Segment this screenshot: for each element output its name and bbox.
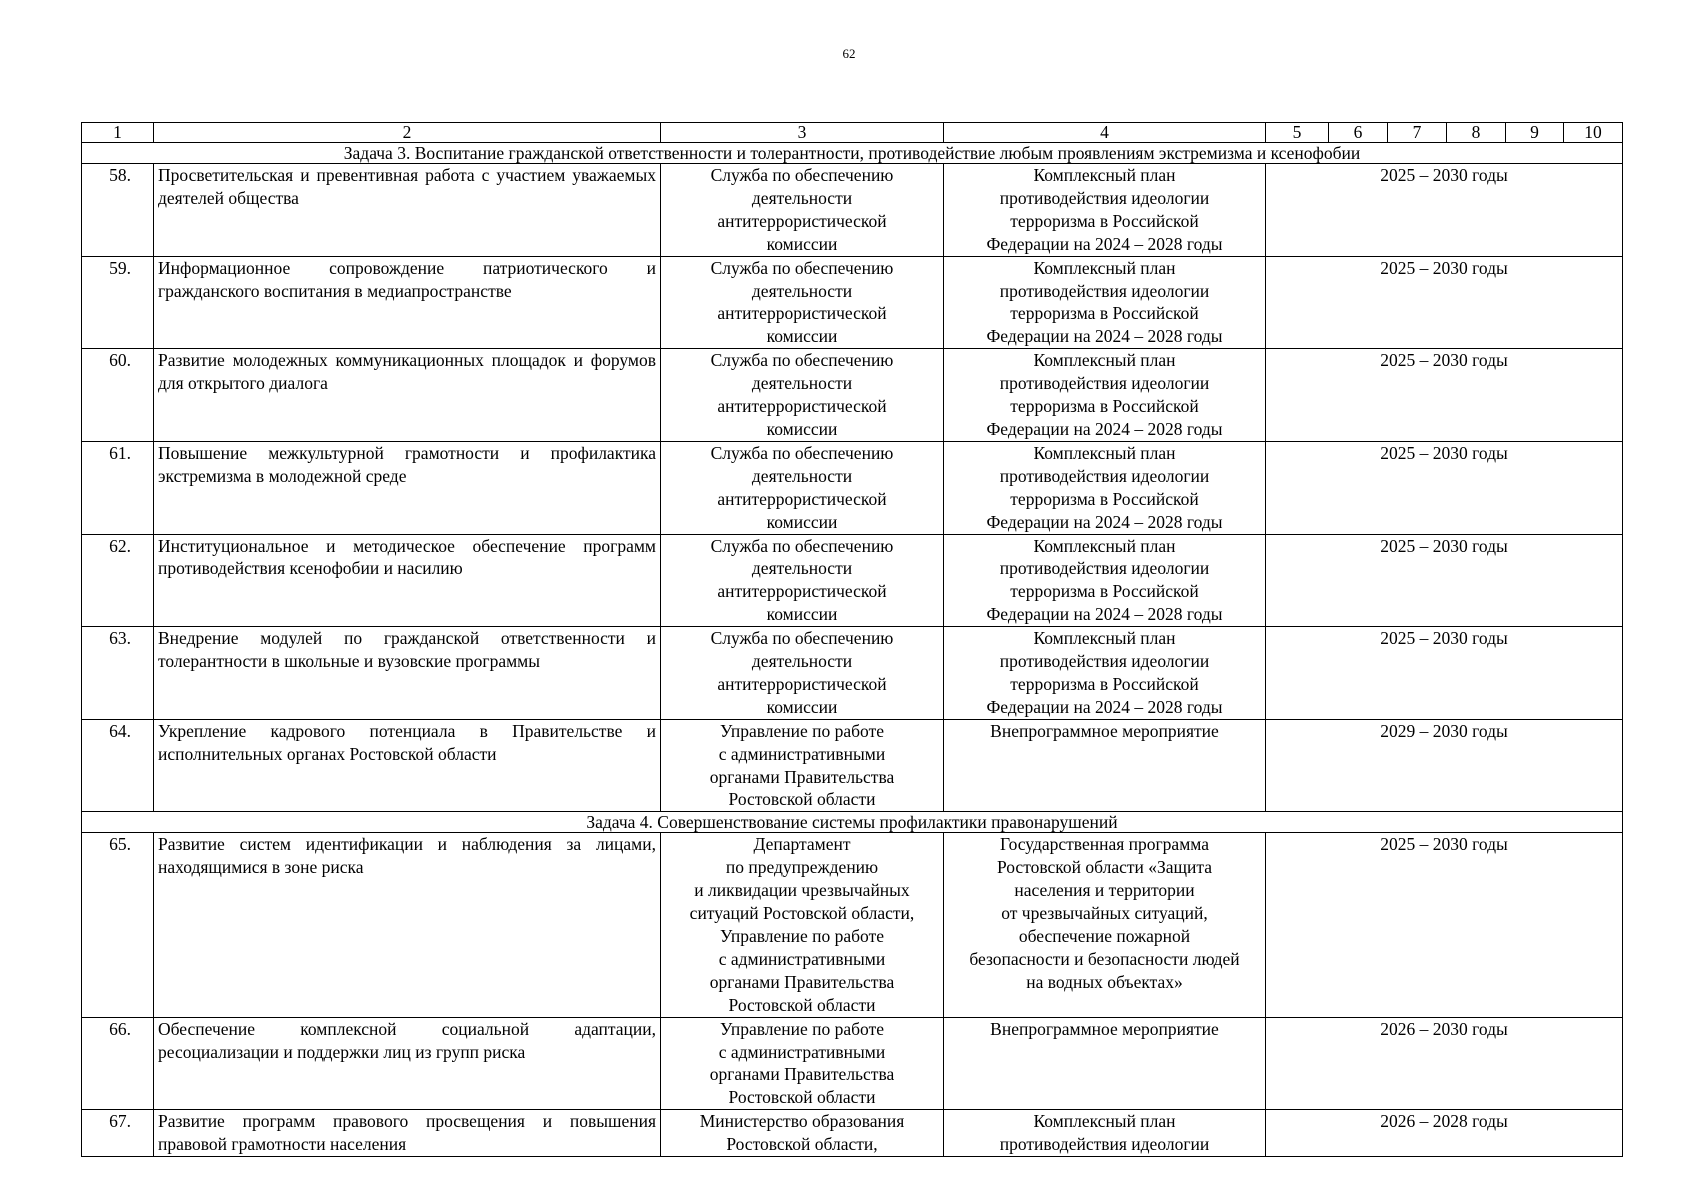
activity-number: 60. (82, 349, 154, 442)
implementation-period: 2029 – 2030 годы (1266, 719, 1623, 812)
executor-line: и ликвидации чрезвычайных (694, 880, 910, 901)
document-line: Ростовской области «Защита (996, 857, 1213, 878)
activity-row (82, 1110, 1623, 1157)
executor-line: по предупреждению (725, 857, 879, 878)
executor-line: Служба по обеспечению (710, 350, 894, 371)
document-line: противодействия идеологии (999, 558, 1210, 579)
activity-row (82, 627, 1623, 720)
activity-name: Институциональное и методическое обеспечение программ противодействия ксенофобии и насилию (154, 534, 661, 627)
document-line: от чрезвычайных ситуаций, (1001, 903, 1208, 924)
column-number: 4 (944, 123, 1266, 143)
document-line: терроризма в Российской (1010, 396, 1199, 417)
activities-table (81, 122, 1623, 1157)
basis-document (944, 719, 1266, 812)
executor-line: Ростовской области (728, 994, 876, 1015)
document-line: Внепрограммное мероприятие (990, 1018, 1219, 1039)
implementation-period: 2025 – 2030 годы (1266, 441, 1623, 534)
activity-number: 62. (82, 534, 154, 627)
activity-name: Развитие систем идентификации и наблюдения за лицами, находящимися в зоне риска (154, 833, 661, 1017)
document-line: терроризма в Российской (1010, 210, 1199, 231)
executor-line: комиссии (766, 696, 838, 717)
basis-document (944, 441, 1266, 534)
document-line: Комплексный план (1033, 442, 1176, 463)
document-line: Федерации на 2024 – 2028 годы (986, 326, 1223, 347)
basis-document (944, 256, 1266, 349)
implementation-period: 2025 – 2030 годы (1266, 833, 1623, 1017)
activity-name: Развитие программ правового просвещения и повышения правовой грамотности населения (154, 1110, 661, 1157)
activity-row (82, 441, 1623, 534)
executor-line: деятельности (751, 187, 853, 208)
executor-line: Ростовской области (728, 789, 876, 810)
column-number: 6 (1329, 123, 1388, 143)
executor-line: деятельности (751, 280, 853, 301)
document-line: Комплексный план (1033, 165, 1176, 185)
activity-row (82, 256, 1623, 349)
column-number: 3 (661, 123, 944, 143)
section-title: Задача 3. Воспитание гражданской ответственности и толерантности, противодействие любым проявлениям экстремизма и ксенофобии (82, 143, 1623, 164)
executor-line: Министерство образования (699, 1111, 905, 1132)
activity-number: 61. (82, 441, 154, 534)
responsible-executor (661, 833, 944, 1017)
document-line: терроризма в Российской (1010, 581, 1199, 602)
responsible-executor (661, 256, 944, 349)
activity-name: Повышение межкультурной грамотности и профилактика экстремизма в молодежной среде (154, 441, 661, 534)
executor-line: Департамент (753, 834, 851, 855)
executor-line: Служба по обеспечению (710, 165, 894, 185)
responsible-executor (661, 627, 944, 720)
document-line: терроризма в Российской (1010, 673, 1199, 694)
section-title: Задача 4. Совершенствование системы профилактики правонарушений (82, 812, 1623, 833)
implementation-period: 2025 – 2030 годы (1266, 627, 1623, 720)
activity-name: Развитие молодежных коммуникационных площадок и форумов для открытого диалога (154, 349, 661, 442)
executor-line: комиссии (766, 418, 838, 439)
section-row (82, 143, 1623, 164)
document-line: Комплексный план (1033, 257, 1176, 278)
document-line: Государственная программа (1000, 834, 1209, 855)
implementation-period: 2025 – 2030 годы (1266, 534, 1623, 627)
column-number: 9 (1506, 123, 1564, 143)
document-line: противодействия идеологии (999, 373, 1210, 394)
document-line: Комплексный план (1033, 535, 1176, 556)
responsible-executor (661, 719, 944, 812)
responsible-executor (661, 164, 944, 257)
column-number: 8 (1447, 123, 1506, 143)
executor-line: антитеррористической (717, 488, 887, 509)
executor-line: Ростовской области, (726, 1134, 878, 1155)
activity-row (82, 164, 1623, 257)
executor-line: Управление по работе (720, 1018, 884, 1039)
executor-line: Служба по обеспечению (710, 628, 894, 649)
section-row (82, 812, 1623, 833)
implementation-period: 2026 – 2030 годы (1266, 1017, 1623, 1110)
executor-line: органами Правительства (709, 971, 895, 992)
page-number: 62 (842, 46, 856, 61)
executor-line: антитеррористической (717, 581, 887, 602)
activity-number: 67. (82, 1110, 154, 1157)
document-line: противодействия идеологии (999, 187, 1210, 208)
activity-name: Укрепление кадрового потенциала в Правительстве и исполнительных органах Ростовской области (154, 719, 661, 812)
executor-line: комиссии (766, 604, 838, 625)
executor-line: Ростовской области (728, 1087, 876, 1108)
document-line: Федерации на 2024 – 2028 годы (986, 233, 1223, 254)
executor-line: Служба по обеспечению (710, 535, 894, 556)
executor-line: комиссии (766, 233, 838, 254)
activity-number: 64. (82, 719, 154, 812)
document-line: терроризма в Российской (1010, 303, 1199, 324)
column-number: 5 (1266, 123, 1329, 143)
basis-document (944, 164, 1266, 257)
responsible-executor (661, 534, 944, 627)
responsible-executor (661, 1017, 944, 1110)
document-line: терроризма в Российской (1010, 488, 1199, 509)
basis-document (944, 1110, 1266, 1157)
executor-line: Служба по обеспечению (710, 257, 894, 278)
executor-line: Управление по работе (720, 926, 884, 946)
column-number: 10 (1564, 123, 1623, 143)
document-line: Внепрограммное мероприятие (990, 720, 1219, 741)
implementation-period: 2025 – 2030 годы (1266, 164, 1623, 257)
basis-document (944, 833, 1266, 1017)
executor-line: с административными (718, 948, 886, 969)
document-line: противодействия идеологии (999, 465, 1210, 486)
responsible-executor (661, 349, 944, 442)
executor-line: антитеррористической (717, 396, 887, 417)
document-line: Федерации на 2024 – 2028 годы (986, 511, 1223, 532)
executor-line: Служба по обеспечению (710, 442, 894, 463)
document-line: противодействия идеологии (999, 651, 1210, 672)
responsible-executor (661, 1110, 944, 1157)
activity-name: Просветительская и превентивная работа с участием уважаемых деятелей общества (154, 164, 661, 257)
executor-line: деятельности (751, 651, 853, 672)
activity-number: 66. (82, 1017, 154, 1110)
implementation-period: 2026 – 2028 годы (1266, 1110, 1623, 1157)
executor-line: антитеррористической (717, 673, 887, 694)
executor-line: с административными (718, 743, 886, 764)
executor-line: антитеррористической (717, 303, 887, 324)
document-line: Федерации на 2024 – 2028 годы (986, 604, 1223, 625)
executor-line: органами Правительства (709, 766, 895, 787)
document-line: безопасности и безопасности людей (969, 948, 1240, 969)
activity-row (82, 1017, 1623, 1110)
executor-line: деятельности (751, 373, 853, 394)
column-number-row (82, 123, 1623, 143)
activity-name: Внедрение модулей по гражданской ответственности и толерантности в школьные и вузовские программы (154, 627, 661, 720)
responsible-executor (661, 441, 944, 534)
document-line: Федерации на 2024 – 2028 годы (986, 418, 1223, 439)
column-number: 7 (1388, 123, 1447, 143)
document-line: противодействия идеологии (999, 280, 1210, 301)
activity-number: 65. (82, 833, 154, 1017)
activity-row (82, 719, 1623, 812)
basis-document (944, 627, 1266, 720)
activity-row (82, 534, 1623, 627)
column-number: 2 (154, 123, 661, 143)
activity-number: 58. (82, 164, 154, 257)
basis-document (944, 534, 1266, 627)
executor-line: комиссии (766, 511, 838, 532)
executor-line: комиссии (766, 326, 838, 347)
executor-line: антитеррористической (717, 210, 887, 231)
document-line: Комплексный план (1033, 350, 1176, 371)
basis-document (944, 1017, 1266, 1110)
executor-line: с административными (718, 1041, 886, 1062)
activity-number: 63. (82, 627, 154, 720)
executor-line: деятельности (751, 465, 853, 486)
basis-document (944, 349, 1266, 442)
activity-row (82, 349, 1623, 442)
column-number: 1 (82, 123, 154, 143)
executor-line: ситуаций Ростовской области, (689, 903, 915, 924)
executor-line: деятельности (751, 558, 853, 579)
document-line: Комплексный план (1033, 628, 1176, 649)
implementation-period: 2025 – 2030 годы (1266, 256, 1623, 349)
document-line: противодействия идеологии (999, 1134, 1210, 1155)
activity-name: Информационное сопровождение патриотического и гражданского воспитания в медиапространстве (154, 256, 661, 349)
document-line: на водных объектах» (1026, 971, 1183, 992)
activity-row (82, 833, 1623, 1017)
document-line: Федерации на 2024 – 2028 годы (986, 696, 1223, 717)
executor-line: Управление по работе (720, 720, 884, 741)
document-line: Комплексный план (1033, 1111, 1176, 1132)
document-line: населения и территории (1014, 880, 1195, 901)
implementation-period: 2025 – 2030 годы (1266, 349, 1623, 442)
activity-name: Обеспечение комплексной социальной адаптации, ресоциализации и поддержки лиц из групп риска (154, 1017, 661, 1110)
document-line: обеспечение пожарной (1018, 926, 1191, 946)
executor-line: органами Правительства (709, 1064, 895, 1085)
activity-number: 59. (82, 256, 154, 349)
